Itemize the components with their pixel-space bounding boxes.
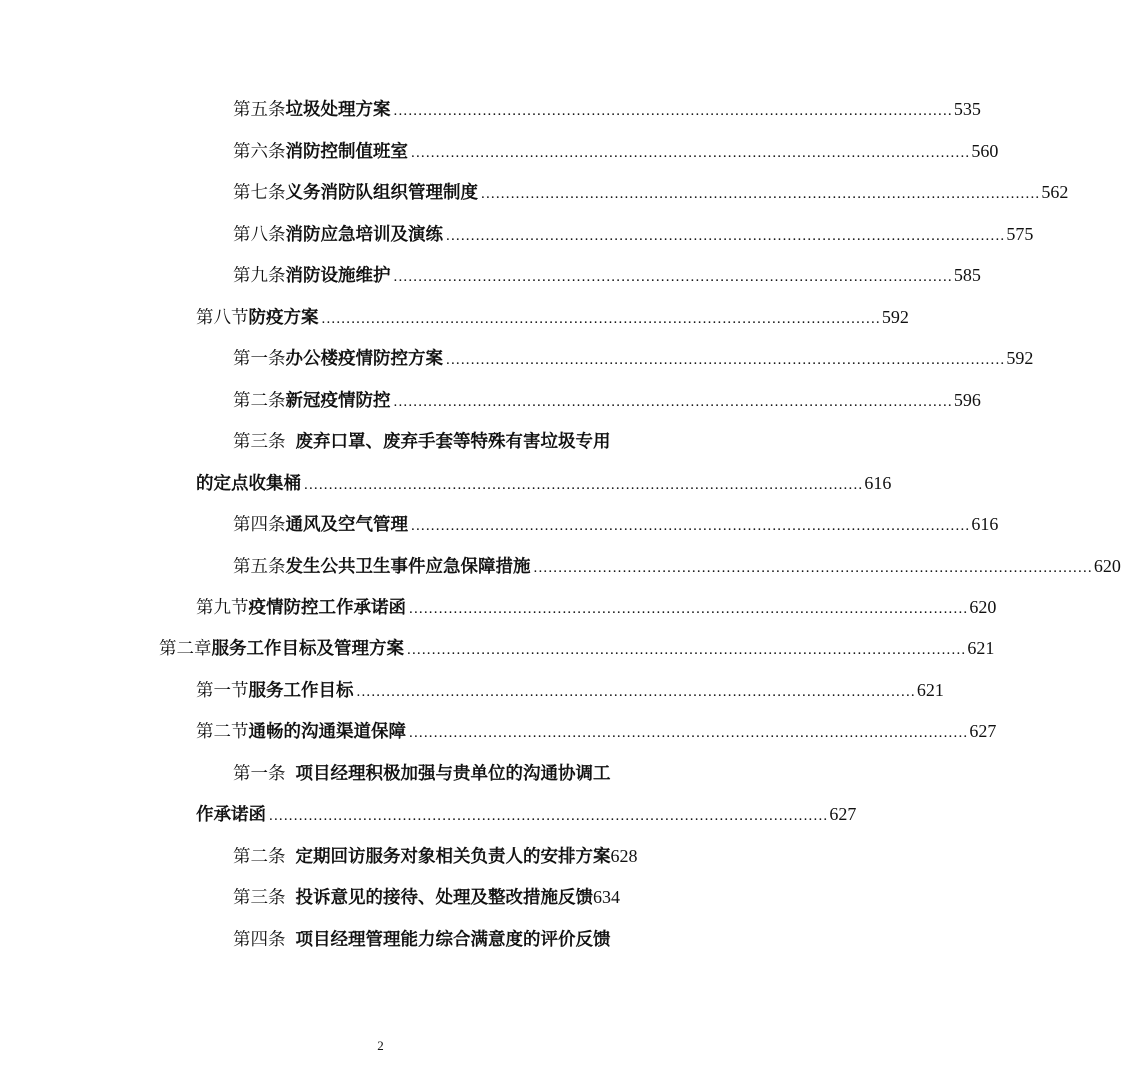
entry-page: 562 xyxy=(1041,182,1069,202)
entry-page: 592 xyxy=(881,307,909,327)
dot-leader: ................................................................................................................. xyxy=(407,642,967,658)
entry-page: 621 xyxy=(967,638,995,658)
entry-number: 第二节 xyxy=(196,721,249,741)
entry-title: 投诉意见的接待、处理及整改措施反馈 xyxy=(295,888,593,908)
dot-leader: ................................................................................................................. xyxy=(446,228,1006,244)
entry-title: 消防应急培训及演练 xyxy=(285,225,443,245)
toc-entry[interactable] xyxy=(233,261,981,289)
entry-number: 第九节 xyxy=(196,597,249,617)
toc-entry[interactable] xyxy=(233,386,981,414)
toc-entry[interactable] xyxy=(233,137,999,165)
entry-title: 项目经理积极加强与贵单位的沟通协调工 xyxy=(295,764,611,784)
entry-number: 第三条 xyxy=(233,887,286,907)
entry-number: 第八条 xyxy=(233,224,286,244)
entry-number: 第六条 xyxy=(233,141,286,161)
entry-page: 627 xyxy=(969,721,997,741)
toc-entry[interactable] xyxy=(233,427,640,455)
toc-entry[interactable] xyxy=(233,344,1034,372)
entry-title: 通畅的沟通渠道保障 xyxy=(248,722,406,742)
entry-page: 634 xyxy=(593,887,620,907)
dot-leader: ................................................................................................................. xyxy=(393,394,953,410)
dot-leader: ................................................................................................................. xyxy=(409,725,969,741)
toc-entry[interactable] xyxy=(233,925,611,953)
entry-number: 第八节 xyxy=(196,307,249,327)
toc-entry[interactable] xyxy=(196,593,997,621)
toc-entry[interactable] xyxy=(233,883,620,911)
entry-number: 第九条 xyxy=(233,265,286,285)
entry-title: 疫情防控工作承诺函 xyxy=(248,598,406,618)
toc-entry[interactable] xyxy=(196,717,997,745)
entry-page: 620 xyxy=(969,597,997,617)
entry-page: 560 xyxy=(971,141,999,161)
entry-number: 第二条 xyxy=(233,390,286,410)
entry-number: 第五条 xyxy=(233,556,286,576)
entry-page: 592 xyxy=(1006,348,1034,368)
entry-number: 第四条 xyxy=(233,929,286,949)
entry-number: 第七条 xyxy=(233,182,286,202)
entry-title: 废弃口罩、废弃手套等特殊有害垃圾专用 xyxy=(295,432,611,452)
entry-number: 第二条 xyxy=(233,846,286,866)
entry-title: 服务工作目标及管理方案 xyxy=(211,639,404,659)
dot-leader: ................................................................................................................. xyxy=(356,684,916,700)
entry-title: 发生公共卫生事件应急保障措施 xyxy=(285,557,531,577)
dot-leader: ................................................................................................................. xyxy=(269,808,829,824)
dot-leader: ................................................................................................................. xyxy=(481,186,1041,202)
entry-title: 项目经理管理能力综合满意度的评价反馈 xyxy=(295,930,611,950)
entry-title-continuation: 作承诺函 xyxy=(196,805,266,825)
dot-leader: ................................................................................................................. xyxy=(411,518,971,534)
entry-page: 616 xyxy=(971,514,999,534)
entry-title: 防疫方案 xyxy=(248,308,319,328)
entry-number: 第一条 xyxy=(233,348,286,368)
entry-number: 第二章 xyxy=(159,638,212,658)
entry-page: 585 xyxy=(953,265,981,285)
entry-number: 第一节 xyxy=(196,680,249,700)
entry-title: 义务消防队组织管理制度 xyxy=(285,183,478,203)
toc-entry[interactable] xyxy=(233,552,1121,580)
dot-leader: ................................................................................................................. xyxy=(304,477,864,493)
entry-page: 628 xyxy=(610,846,638,866)
dot-leader: ................................................................................................................. xyxy=(533,560,1093,576)
entry-title: 新冠疫情防控 xyxy=(285,391,391,411)
entry-number: 第一条 xyxy=(233,763,286,783)
entry-page: 535 xyxy=(953,99,981,119)
entry-title-continuation: 的定点收集桶 xyxy=(196,474,301,494)
toc-entry[interactable] xyxy=(233,220,1034,248)
toc-entry[interactable] xyxy=(233,759,640,787)
entry-number: 第四条 xyxy=(233,514,286,534)
entry-page: 616 xyxy=(864,473,892,493)
entry-page: 620 xyxy=(1093,556,1121,576)
toc-entry[interactable] xyxy=(233,510,999,538)
entry-page: 621 xyxy=(916,680,944,700)
entry-title: 通风及空气管理 xyxy=(285,515,408,535)
entry-title: 服务工作目标 xyxy=(248,681,354,701)
entry-title: 消防设施维护 xyxy=(285,266,391,286)
dot-leader: ................................................................................................................. xyxy=(411,145,971,161)
toc-entry[interactable] xyxy=(196,303,909,331)
dot-leader: ................................................................................................................. xyxy=(446,352,1006,368)
entry-title: 定期回访服务对象相关负责人的安排方案 xyxy=(295,847,611,867)
dot-leader: ................................................................................................................. xyxy=(393,103,953,119)
toc-entry-continuation[interactable] xyxy=(196,800,857,828)
toc-entry[interactable] xyxy=(196,676,944,704)
dot-leader: ................................................................................................................. xyxy=(321,311,881,327)
dot-leader: ................................................................................................................. xyxy=(409,601,969,617)
toc-entry[interactable] xyxy=(233,842,638,870)
entry-page: 575 xyxy=(1006,224,1034,244)
toc-entry[interactable] xyxy=(233,95,981,123)
entry-title: 垃圾处理方案 xyxy=(285,100,391,120)
entry-page: 627 xyxy=(829,804,857,824)
entry-page: 596 xyxy=(953,390,981,410)
entry-number: 第三条 xyxy=(233,431,286,451)
page-number: 2 xyxy=(377,1038,384,1053)
entry-number: 第五条 xyxy=(233,99,286,119)
dot-leader: ................................................................................................................. xyxy=(393,269,953,285)
toc-entry-continuation[interactable] xyxy=(196,469,892,497)
entry-title: 消防控制值班室 xyxy=(285,142,408,162)
toc-entry[interactable] xyxy=(233,178,1069,206)
entry-title: 办公楼疫情防控方案 xyxy=(285,349,443,369)
toc-entry[interactable] xyxy=(159,634,995,662)
